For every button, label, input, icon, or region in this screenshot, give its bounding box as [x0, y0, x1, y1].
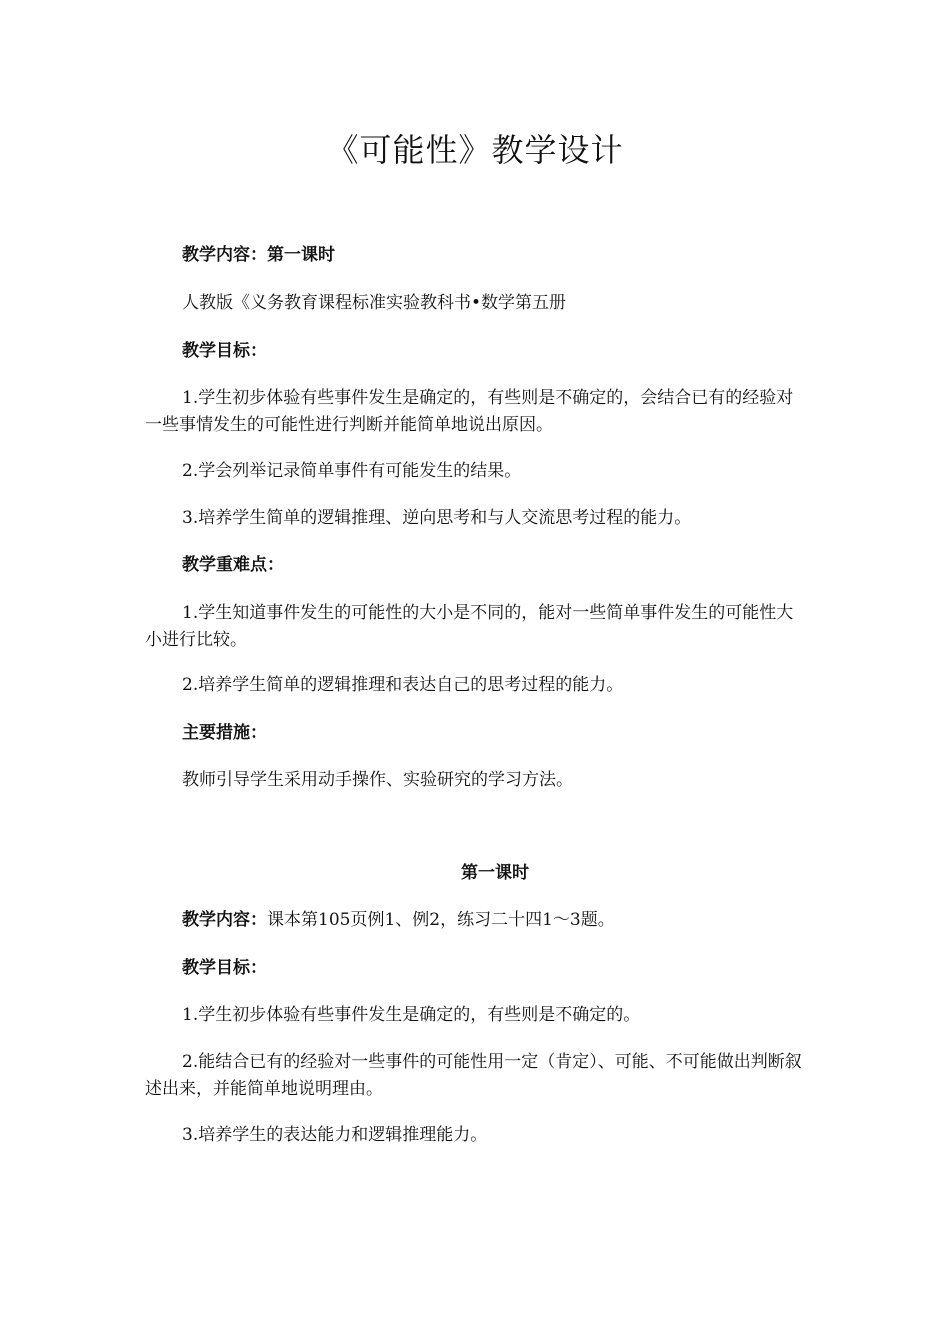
goal-item-2: 2.学会列举记录简单事件有可能发生的结果。 — [182, 461, 522, 481]
content-heading: 教学内容：第一课时 — [182, 245, 335, 265]
lesson1-goals-heading: 教学目标： — [182, 958, 267, 978]
lesson1-goal-item-1: 1.学生初步体验有些事件发生是确定的，有些则是不确定的。 — [182, 1005, 641, 1025]
lesson1-goal-item-2: 2.能结合已有的经验对一些事件的可能性用一定（肯定）、可能、不可能做出判断叙述出来，并能简单地说明理由。 — [145, 1052, 802, 1099]
textbook-line: 人教版《义务教育课程标准实验教科书•数学第五册 — [182, 293, 567, 313]
goals-heading: 教学目标： — [182, 341, 267, 361]
measures-heading: 主要措施： — [182, 723, 267, 743]
lesson1-content-label: 教学内容： — [182, 910, 267, 930]
lesson1-content-text: 课本第105页例1、例2，练习二十四1～3题。 — [267, 910, 615, 930]
document-title: 《可能性》教学设计 — [326, 131, 624, 169]
measures-text: 教师引导学生采用动手操作、实验研究的学习方法。 — [182, 770, 573, 790]
key-points-heading: 教学重难点： — [182, 555, 284, 575]
goal-item-3: 3.培养学生简单的逻辑推理、逆向思考和与人交流思考过程的能力。 — [182, 508, 692, 528]
goal-item-1: 1.学生初步体验有些事件发生是确定的，有些则是不确定的，会结合已有的经验对一些事情发生的可能性进行判断并能简单地说出原因。 — [145, 388, 794, 435]
lesson1-heading: 第一课时 — [461, 863, 529, 883]
lesson1-content — [145, 907, 810, 934]
key-point-item-2: 2.培养学生简单的逻辑推理和表达自己的思考过程的能力。 — [182, 675, 624, 695]
key-point-item-1: 1.学生知道事件发生的可能性的大小是不同的，能对一些简单事件发生的可能性大小进行比较。 — [145, 603, 794, 650]
lesson1-goal-item-3: 3.培养学生的表达能力和逻辑推理能力。 — [182, 1125, 488, 1145]
